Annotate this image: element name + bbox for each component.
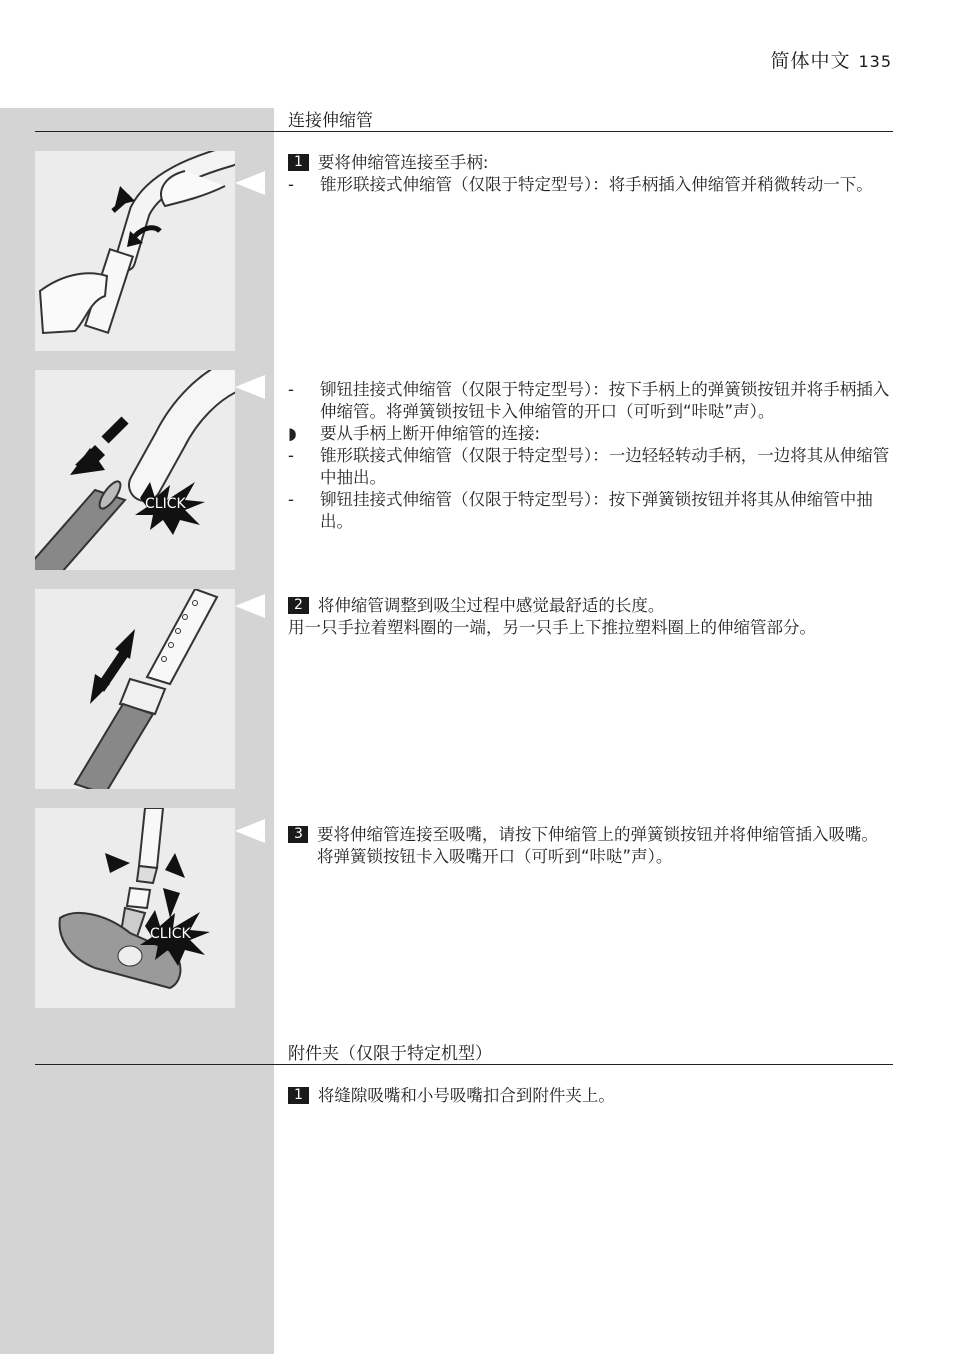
figure-handle-tube [35,151,235,351]
bullet-dash: - [288,490,294,509]
figure-pointer [235,594,265,618]
figure-pointer [235,375,265,399]
section-divider [35,1064,893,1065]
bullet-dash: - [288,446,294,465]
figure-pointer [235,819,265,843]
click-label: CLICK [145,496,186,512]
bullet-dash: - [288,175,294,194]
figure-pointer [235,171,265,195]
step-description: 用一只手拉着塑料圈的一端，另一只手上下推拉塑料圈上的伸缩管部分。 [288,618,816,637]
bullet-text: 要从手柄上断开伸缩管的连接: [320,424,541,443]
step3-block [288,824,894,868]
bullet-text: 锥形联接式伸缩管（仅限于特定型号）：将手柄插入伸缩管并稍微转动一下。 [320,175,873,194]
figure-adjust-length [35,589,235,789]
step-number: 1 [288,1087,309,1104]
section-divider [35,131,893,132]
bullet-text: 锥形联接式伸缩管（仅限于特定型号）：一边轻轻转动手柄，一边将其从伸缩管中抽出。 [320,446,890,487]
section-title-telescopic-tube: 连接伸缩管 [288,111,373,131]
step-number: 2 [288,597,309,614]
step1-block [288,152,894,196]
step-text: 将缝隙吸嘴和小号吸嘴扣合到附件夹上。 [317,1086,615,1105]
step-text: 要将伸缩管连接至手柄: [317,153,489,172]
page-header [770,46,892,73]
step-number: 3 [288,826,308,843]
step2-block [288,595,894,639]
page-number: 135 [858,52,892,71]
figure-attach-nozzle [35,808,235,1008]
bullet-arrow: ◗ [288,424,297,443]
language-title: 简体中文 [770,50,851,72]
bullet-dash: - [288,380,294,399]
step-number: 1 [288,154,309,171]
step-text: 要将伸缩管连接至吸嘴，请按下伸缩管上的弹簧锁按钮并将伸缩管插入吸嘴。将弹簧锁按钮卡入吸嘴开口（可听到“咔哒”声）。 [317,825,878,866]
figure-click-tube [35,370,235,570]
bullet-text: 铆钮挂接式伸缩管（仅限于特定型号）：按下弹簧锁按钮并将其从伸缩管中抽出。 [320,490,873,531]
click-label: CLICK [150,926,191,942]
step-text: 将伸缩管调整到吸尘过程中感觉最舒适的长度。 [317,596,665,615]
bullet-text: 铆钮挂接式伸缩管（仅限于特定型号）：按下手柄上的弹簧锁按钮并将手柄插入伸缩管。将弹簧锁按钮卡入伸缩管的开口（可听到“咔哒”声）。 [320,380,890,421]
section-title-accessory-clip: 附件夹（仅限于特定机型） [288,1044,492,1064]
accessory-step1-block [288,1085,894,1107]
bullets-block [288,379,894,533]
